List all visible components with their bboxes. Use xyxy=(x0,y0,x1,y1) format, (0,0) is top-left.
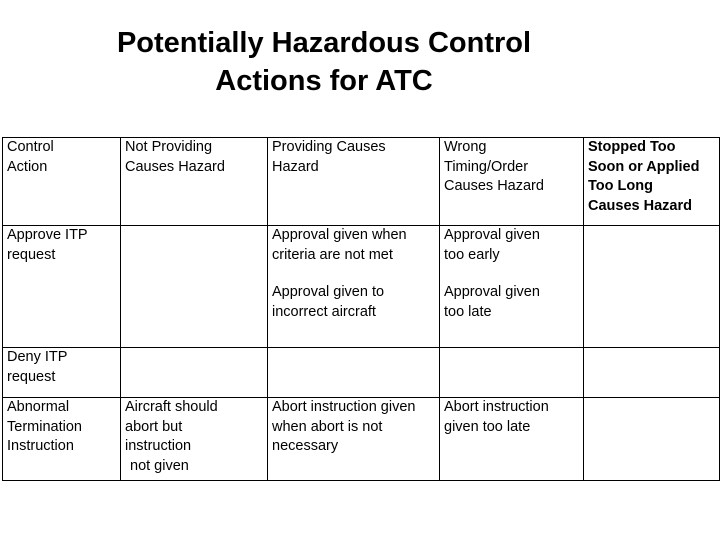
header-stopped xyxy=(584,138,720,226)
header-text: Providing Causes xyxy=(272,139,386,155)
cell-text: Approve ITP xyxy=(7,227,88,243)
cell-text: request xyxy=(7,246,56,263)
cell-text: abort but xyxy=(125,418,183,435)
cell-stopped xyxy=(584,226,720,348)
cell-text: Abort instruction xyxy=(444,399,549,415)
cell-text: Instruction xyxy=(7,438,74,454)
hazard-table xyxy=(2,137,720,481)
table-row xyxy=(3,348,720,398)
cell-text: Approval given xyxy=(444,227,540,243)
header-text: Not Providing xyxy=(125,139,213,155)
cell-text: given too late xyxy=(444,418,531,435)
cell-stopped xyxy=(584,348,720,398)
cell-not-providing xyxy=(121,348,268,398)
header-not-providing xyxy=(121,138,268,226)
header-row xyxy=(3,138,720,226)
cell-text: Deny ITP xyxy=(7,349,68,365)
cell-text: Aircraft should xyxy=(125,399,218,415)
header-text: Stopped Too xyxy=(588,139,676,155)
cell-text: when abort is not xyxy=(272,418,383,435)
header-control-action xyxy=(3,138,121,226)
cell-text: necessary xyxy=(272,438,339,454)
cell-text: request xyxy=(7,368,56,385)
cell-control-action xyxy=(3,348,121,398)
table-row xyxy=(3,398,720,481)
cell-text: too late xyxy=(444,303,492,320)
cell-text: incorrect aircraft xyxy=(272,303,376,320)
header-text: Hazard xyxy=(272,158,319,175)
cell-text: too early xyxy=(444,246,500,263)
cell-text: not given xyxy=(130,457,189,474)
cell-providing xyxy=(268,398,440,481)
header-text: Action xyxy=(7,158,48,175)
title-line-2: Actions for ATC xyxy=(215,65,433,97)
cell-text: Approval given xyxy=(444,284,540,300)
cell-text: instruction xyxy=(125,438,192,454)
cell-text: Approval given to xyxy=(272,284,385,300)
header-text: Causes Hazard xyxy=(125,158,225,175)
cell-timing xyxy=(440,398,584,481)
header-text: Control xyxy=(7,139,54,155)
cell-providing xyxy=(268,226,440,348)
header-providing xyxy=(268,138,440,226)
header-text: Soon or Applied xyxy=(588,158,700,175)
header-timing xyxy=(440,138,584,226)
cell-text: criteria are not met xyxy=(272,246,393,263)
header-text: Causes Hazard xyxy=(444,178,544,194)
cell-not-providing xyxy=(121,226,268,348)
cell-control-action xyxy=(3,226,121,348)
cell-timing xyxy=(440,348,584,398)
table-row xyxy=(3,226,720,348)
header-text: Too Long xyxy=(588,178,653,194)
cell-stopped xyxy=(584,398,720,481)
cell-text: Abort instruction given xyxy=(272,399,416,415)
cell-control-action xyxy=(3,398,121,481)
cell-timing xyxy=(440,226,584,348)
header-text: Timing/Order xyxy=(444,158,529,175)
header-text: Causes Hazard xyxy=(588,197,692,214)
cell-providing xyxy=(268,348,440,398)
cell-text: Approval given when xyxy=(272,227,407,243)
title-line-1: Potentially Hazardous Control xyxy=(116,27,532,59)
cell-text: Termination xyxy=(7,418,82,435)
page-title xyxy=(0,24,648,100)
cell-text: Abnormal xyxy=(7,399,70,415)
header-text: Wrong xyxy=(444,139,487,155)
cell-not-providing xyxy=(121,398,268,481)
